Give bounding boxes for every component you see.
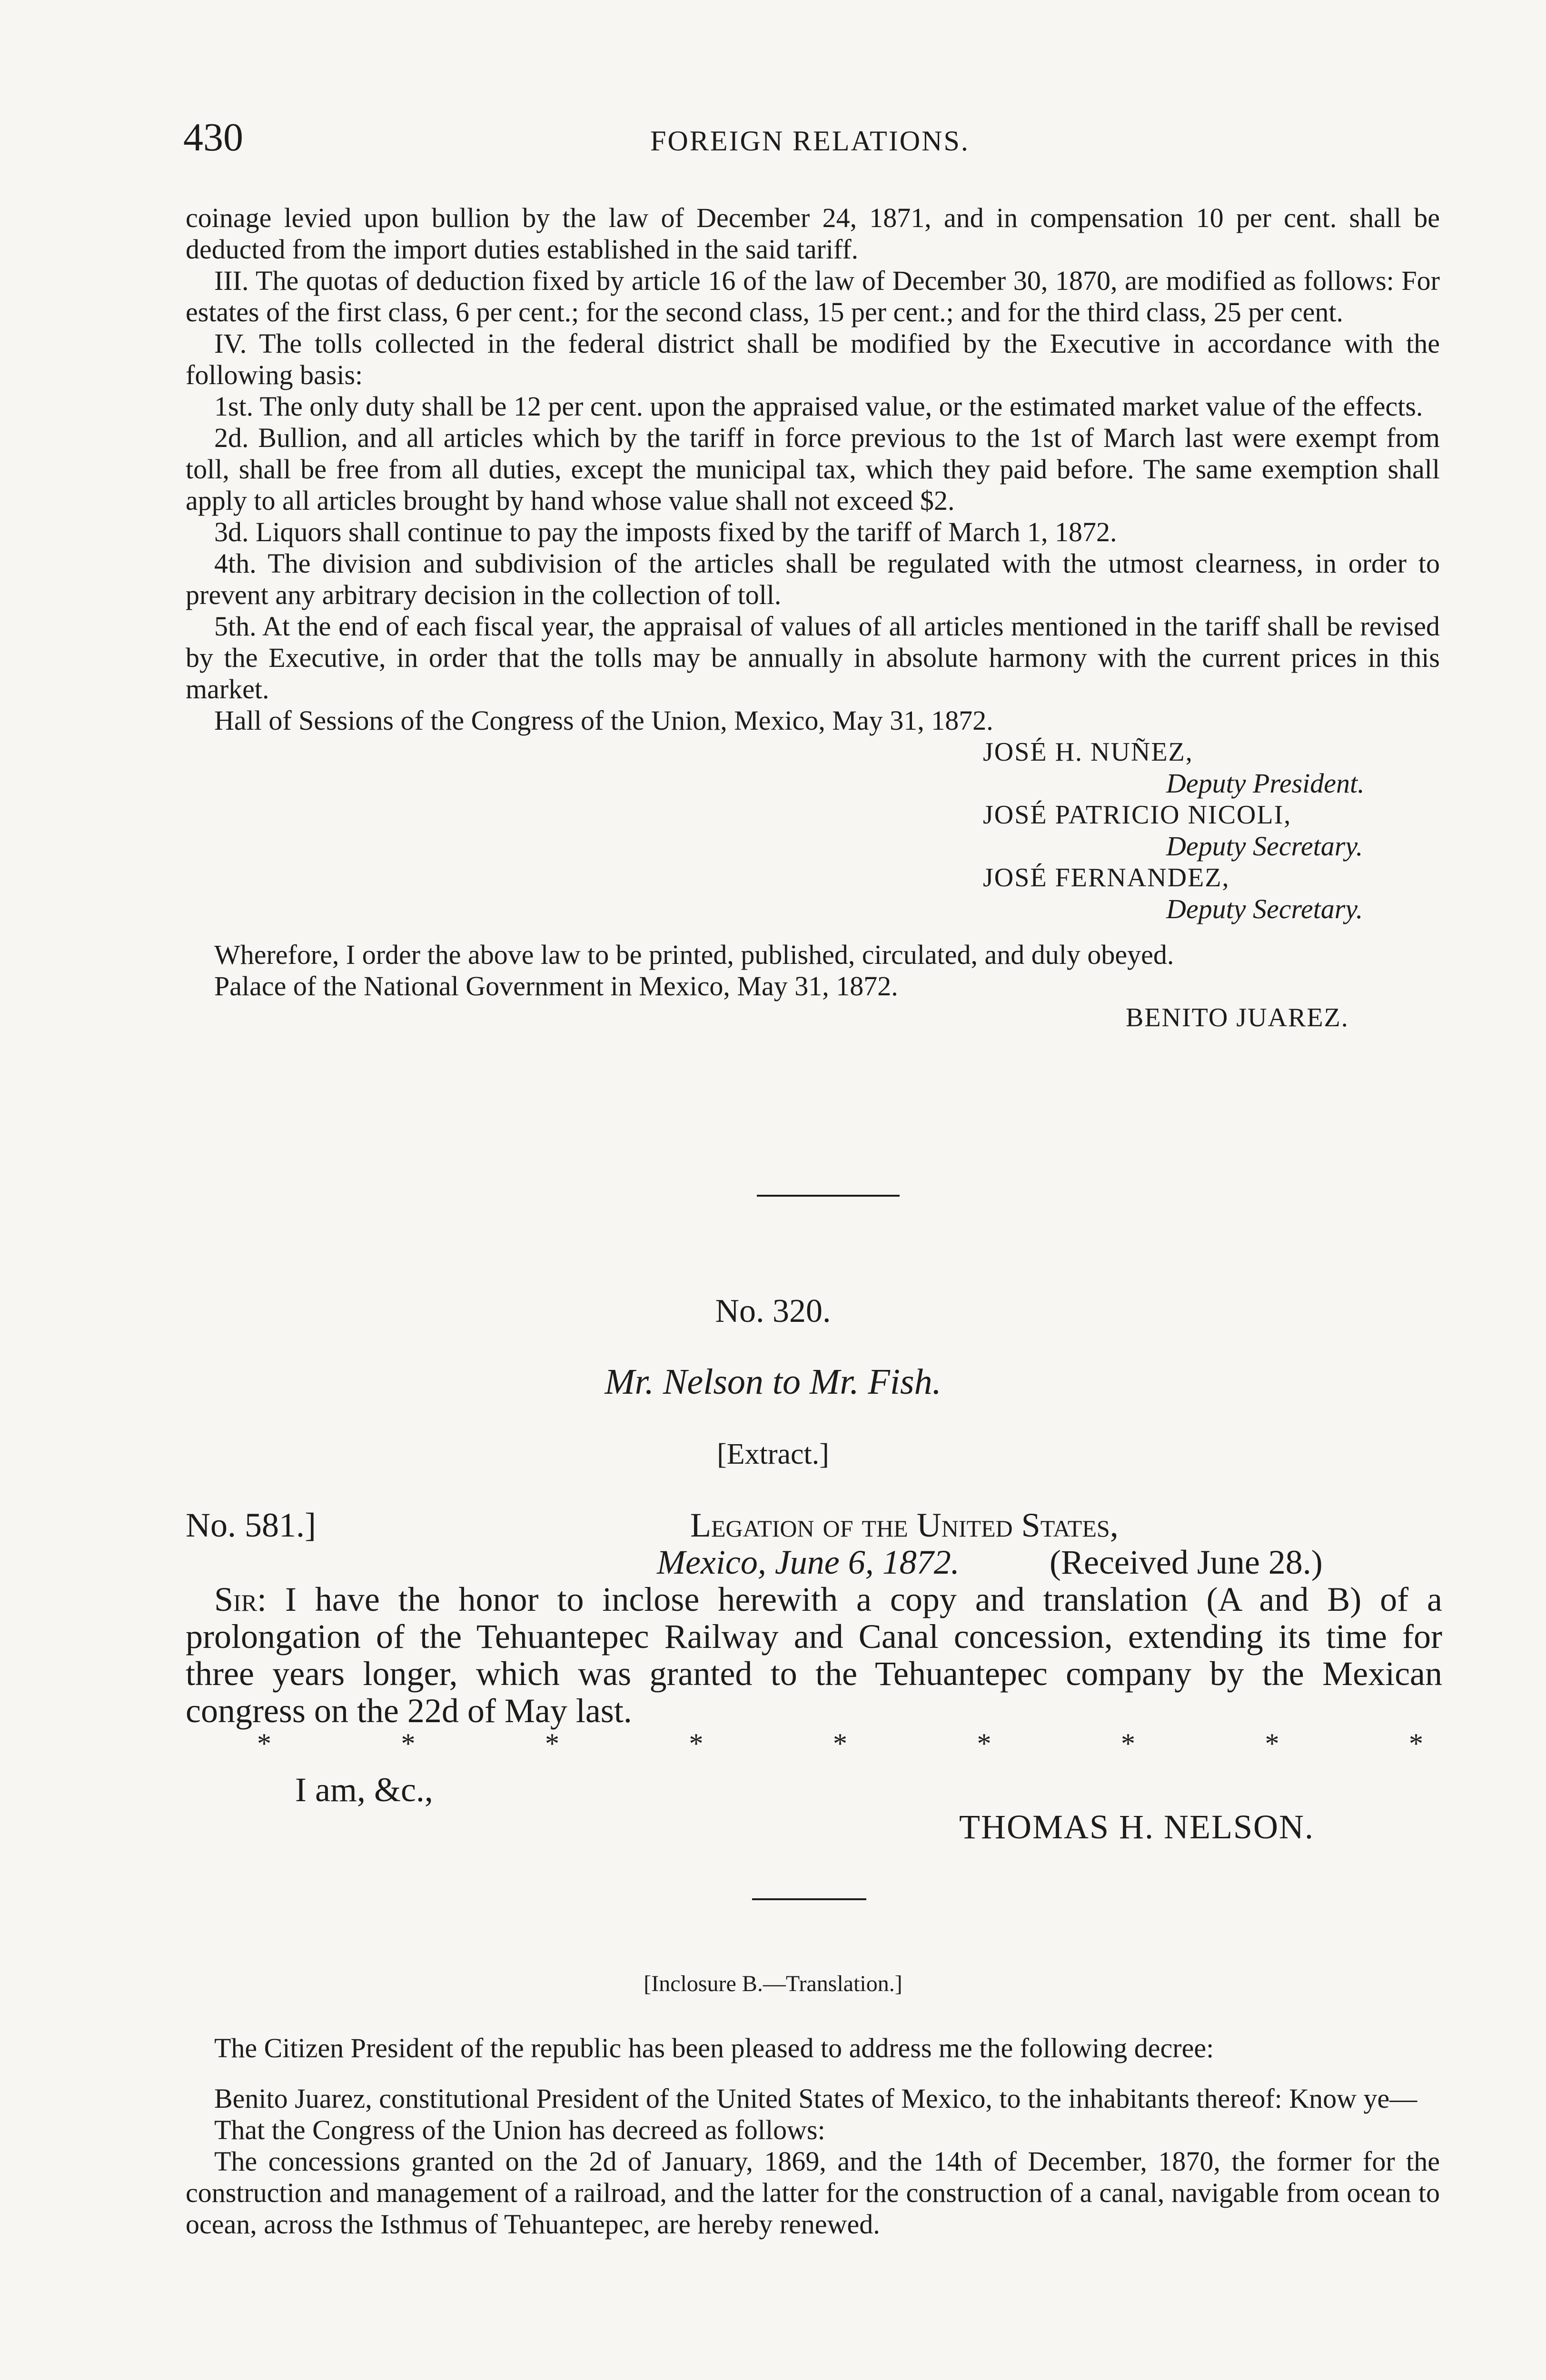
page-header	[183, 114, 1437, 167]
dispatch-heading: Mr. Nelson to Mr. Fish.	[605, 1362, 941, 1402]
inclosure-paragraph: The concessions granted on the 2d of January, 1869, and the 14th of December, 1870, the former for the construction and management of a railroad, and the latter for the construction of a canal, navigable from ocean to ocean, across the Isthmus of Tehuantepec, are hereby renewed.	[186, 2146, 1440, 2240]
dispatch-signature: THOMAS H. NELSON.	[959, 1808, 1315, 1846]
inclosure-paragraph: The Citizen President of the republic has been pleased to address me the following decree:	[214, 2033, 1214, 2063]
place-date: Mexico, June 6, 1872.	[657, 1543, 960, 1581]
law-paragraph: 2d. Bullion, and all articles which by the tariff in force previous to the 1st of March last were exempt from toll, shall be free from all duties, except the municipal tax, which they paid before. The same exemption shall apply to all articles brought by hand whose value shall not exceed $2.	[186, 422, 1440, 516]
law-paragraph: 5th. At the end of each fiscal year, the appraisal of values of all articles mentioned in the tariff shall be revised by the Executive, in order that the tolls may be annually in absolute harmony with the current prices in this market.	[186, 611, 1440, 704]
inclosure-label: [Inclosure B.—Translation.]	[644, 1971, 902, 1996]
inclosure-paragraph: Benito Juarez, constitutional President of the United States of Mexico, to the inhabitants thereof: Know ye—	[214, 2083, 1417, 2114]
dispatch-number: No. 320.	[715, 1293, 831, 1329]
page-number: 430	[183, 115, 243, 159]
signatory-name: JOSÉ FERNANDEZ,	[983, 863, 1230, 892]
law-text	[186, 202, 1440, 1033]
signatory-title: Deputy President.	[1166, 768, 1365, 799]
inclosure-text	[186, 2033, 1440, 2240]
order-paragraph: Wherefore, I order the above law to be printed, published, circulated, and duly obeyed.	[214, 939, 1174, 970]
dispatch-ref: No. 581.]	[186, 1506, 316, 1544]
law-paragraph: III. The quotas of deduction fixed by article 16 of the law of December 30, 1870, are modified as follows: For estates of the first class, 6 per cent.; for the second class, 15 per cent.; and for the third class, 25 per cent.	[186, 265, 1440, 327]
law-paragraph: Hall of Sessions of the Congress of the Union, Mexico, May 31, 1872.	[214, 705, 993, 736]
signatory-title: Deputy Secretary.	[1166, 831, 1363, 862]
law-paragraph: 3d. Liquors shall continue to pay the imposts fixed by the tariff of March 1, 1872.	[214, 516, 1117, 547]
salutation: Sir:	[214, 1580, 267, 1618]
law-paragraph: 1st. The only duty shall be 12 per cent. upon the appraised value, or the estimated market value of the effects.	[214, 391, 1423, 422]
section-divider	[757, 1195, 900, 1197]
president-signature: BENITO JUAREZ.	[1126, 1003, 1349, 1032]
law-paragraph: 4th. The division and subdivision of the articles shall be regulated with the utmost clearness, in order to prevent any arbitrary decision in the collection of toll.	[186, 548, 1440, 610]
signatory-name: JOSÉ H. NUÑEZ,	[983, 737, 1193, 767]
signatory-name: JOSÉ PATRICIO NICOLI,	[983, 800, 1292, 830]
omission-stars: * * * * * * * * *	[257, 1728, 1423, 1759]
inclosure-paragraph: That the Congress of the Union has decreed as follows:	[214, 2114, 825, 2145]
extract-label: [Extract.]	[717, 1438, 829, 1470]
law-paragraph: coinage levied upon bullion by the law of December 24, 1871, and in compensation 10 per cent. shall be deducted from the import duties established in the said tariff.	[186, 202, 1440, 265]
closing: I am, &c.,	[295, 1771, 433, 1809]
law-paragraph: IV. The tolls collected in the federal district shall be modified by the Executive in accordance with the following basis:	[186, 328, 1440, 390]
received-date: (Received June 28.)	[1050, 1543, 1323, 1581]
palace-line: Palace of the National Government in Mexico, May 31, 1872.	[214, 971, 898, 1002]
dispatch-body: I have the honor to inclose herewith a copy and translation (A and B) of a prolongation of the Tehuantepec Railway and Canal concession, extending its time for three years longer, which was granted to the Tehuantepec company by the Mexican congress on the 22d of May last.	[186, 1580, 1443, 1730]
signatory-title: Deputy Secretary.	[1166, 893, 1363, 924]
dispatch-letter	[186, 1507, 1442, 1845]
legation-line: Legation of the United States,	[690, 1506, 1119, 1544]
section-divider	[752, 1898, 866, 1900]
running-head: FOREIGN RELATIONS.	[650, 125, 970, 157]
